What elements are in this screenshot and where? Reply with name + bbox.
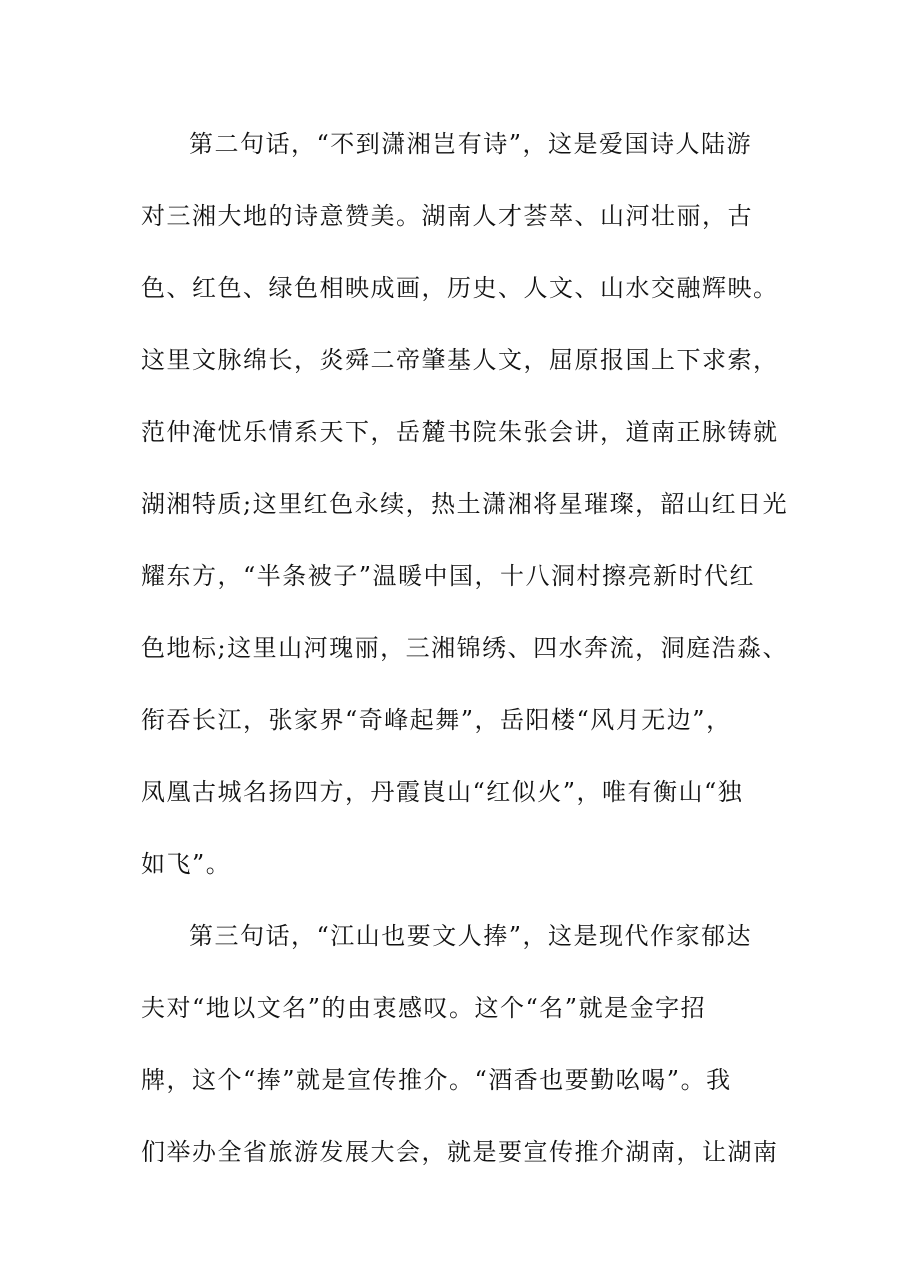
paragraph-1-line-10: 凤凰古城名扬四方，丹霞崀山“红似火”，唯有衡山“独 [141,778,744,806]
paragraph-2-line-1: 第三句话，“江山也要文人捧”，这是现代作家郁达 [189,922,753,950]
paragraph-1-line-7: 耀东方，“半条被子”温暖中国，十八洞村擦亮新时代红 [141,562,756,590]
paragraph-1-line-5: 范仲淹忧乐情系天下，岳麓书院朱张会讲，道南正脉铸就 [141,418,779,446]
paragraph-1-line-6: 湖湘特质;这里红色永续，热土潇湘将星璀璨，韶山红日光 [141,490,789,518]
paragraph-1-line-3: 色、红色、绿色相映成画，历史、人文、山水交融辉映。 [141,274,779,302]
paragraph-2-line-3: 牌，这个“捧”就是宣传推介。“酒香也要勤吆喝”。我 [141,1066,732,1094]
paragraph-1-line-8: 色地标;这里山河瑰丽，三湘锦绣、四水奔流，洞庭浩淼、 [141,634,789,662]
paragraph-1-line-2: 对三湘大地的诗意赞美。湖南人才荟萃、山河壮丽，古 [141,202,753,230]
paragraph-1-line-4: 这里文脉绵长，炎舜二帝肇基人文，屈原报国上下求索， [141,346,779,374]
paragraph-2-line-2: 夫对“地以文名”的由衷感叹。这个“名”就是金字招 [141,994,707,1022]
paragraph-1-line-11: 如飞”。 [141,850,232,878]
paragraph-1-line-9: 衔吞长江，张家界“奇峰起舞”，岳阳楼“风月无边”， [141,706,732,734]
paragraph-1-line-1: 第二句话，“不到潇湘岂有诗”，这是爱国诗人陆游 [189,130,753,158]
paragraph-2-line-4: 们举办全省旅游发展大会，就是要宣传推介湖南，让湖南 [141,1138,779,1166]
